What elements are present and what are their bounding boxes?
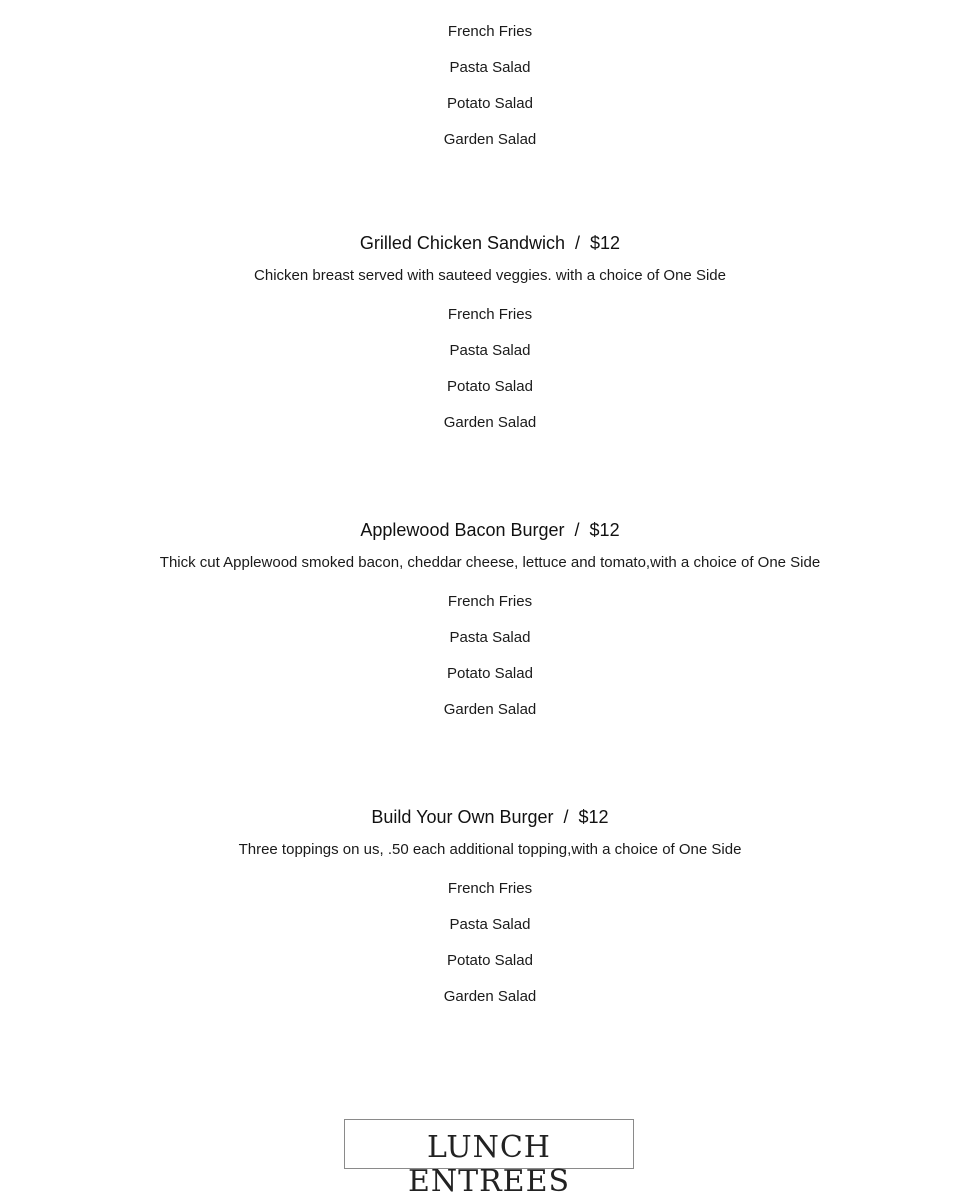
menu-item-name: Build Your Own Burger [371, 807, 554, 827]
menu-item-description: Thick cut Applewood smoked bacon, cheddar cheese, lettuce and tomato,with a choice of One Side [159, 554, 821, 571]
side-option: Pasta Salad [449, 629, 531, 646]
side-option: Pasta Salad [449, 916, 531, 933]
menu-item-grilled-chicken-sandwich [0, 232, 980, 451]
price-separator: / [574, 520, 580, 540]
menu-item-description: Three toppings on us, .50 each additional topping,with a choice of One Side [238, 841, 742, 858]
side-option: French Fries [447, 23, 533, 40]
menu-item-price: $12 [589, 520, 620, 540]
menu-item-title [0, 806, 980, 828]
side-option: Garden Salad [443, 701, 537, 718]
menu-item-price: $12 [590, 233, 621, 253]
side-options-list [0, 881, 980, 1025]
side-option: Pasta Salad [449, 59, 531, 76]
side-options-list [0, 307, 980, 451]
menu-item-price: $12 [578, 807, 609, 827]
menu-item-name: Grilled Chicken Sandwich [359, 233, 566, 253]
side-option: Potato Salad [447, 378, 533, 395]
side-option: Garden Salad [443, 988, 537, 1005]
menu-item-build-your-own-burger [0, 806, 980, 1025]
section-heading: LUNCH ENTREES [407, 1130, 571, 1199]
side-option: French Fries [447, 306, 533, 323]
side-option: Pasta Salad [449, 342, 531, 359]
side-option: Potato Salad [447, 95, 533, 112]
menu-item-description: Chicken breast served with sauteed veggies. with a choice of One Side [254, 267, 726, 284]
side-option: French Fries [447, 880, 533, 897]
menu-item-title [0, 232, 980, 254]
side-options-list [0, 24, 980, 168]
section-heading-box [344, 1119, 634, 1199]
side-options-list [0, 594, 980, 738]
side-option: Potato Salad [447, 665, 533, 682]
side-option: French Fries [447, 593, 533, 610]
side-option: Potato Salad [447, 952, 533, 969]
side-option: Garden Salad [443, 131, 537, 148]
menu-item-applewood-bacon-burger [0, 519, 980, 738]
price-separator: / [563, 807, 569, 827]
side-option: Garden Salad [443, 414, 537, 431]
menu-item-title [0, 519, 980, 541]
price-separator: / [575, 233, 581, 253]
menu-item-name: Applewood Bacon Burger [360, 520, 565, 540]
